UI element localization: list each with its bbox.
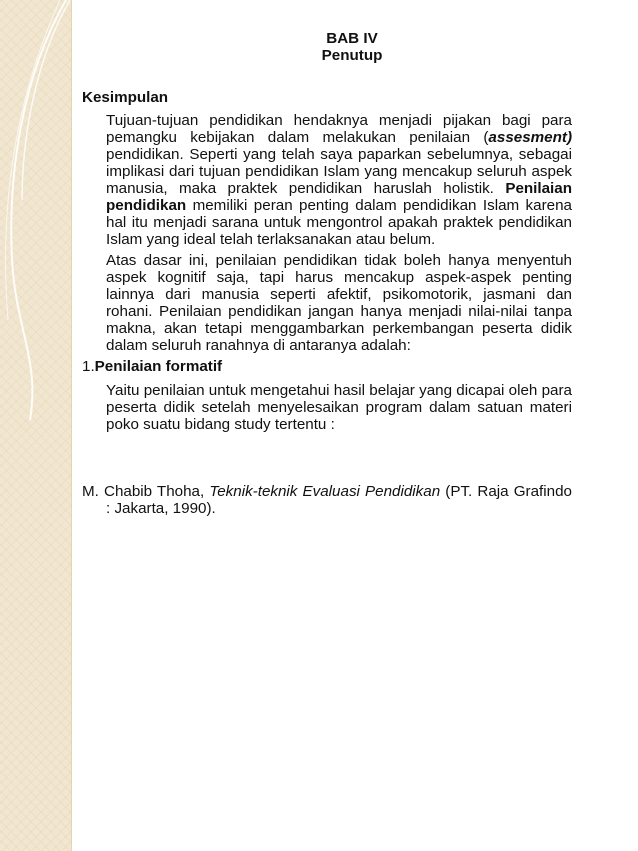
decorative-sidebar	[0, 0, 72, 851]
paragraph-1	[106, 112, 572, 248]
footnote-publisher: (PT. Raja Grafindo : Jakarta, 1990).	[106, 483, 572, 517]
section-heading: Kesimpulan	[82, 89, 169, 106]
paragraph-1-bold: Penilaian pendidikan	[106, 180, 572, 214]
footnote-book-title: Teknik-teknik Evaluasi Pendidikan	[209, 483, 441, 500]
list-item-heading	[82, 358, 572, 375]
list-item-number: 1.	[82, 358, 95, 375]
paragraph-2: Atas dasar ini, penilaian pendidikan tidak boleh hanya menyentuh aspek kognitif saja, tapi harus mencakup aspek-aspek penting lainnya dari manusia seperti afektif, psikomotorik, jasmani dan rohani. Penilaian pendidikan jangan hanya menjadi nilai-nilai tanpa makna, akan tetapi menggambarkan perkembangan peserta didik dalam seluruh ranahnya di antaranya adalah:	[106, 252, 572, 354]
paragraph-1-text-b: pendidikan. Seperti yang telah saya paparkan sebelumnya, sebagai implikasi dari tujuan pendidikan Islam yang mencakup seluruh aspek manusia, maka praktek pendidikan haruslah holistik.	[106, 146, 572, 197]
paragraph-1-text-c: memiliki peran penting dalam pendidikan Islam karena hal itu menjadi sarana untuk mengontrol apakah praktek pendidikan Islam yang ideal telah terlaksanakan atau belum.	[106, 197, 572, 248]
footnote-author: M. Chabib Thoha,	[82, 483, 210, 500]
page-title	[82, 30, 552, 64]
footnote-reference	[82, 483, 572, 517]
sidebar-curve-decoration	[0, 0, 72, 851]
paragraph-1-text-a: Tujuan-tujuan pendidikan hendaknya menjadi pijakan bagi para pemangku kebijakan dalam melakukan penilaian (	[106, 112, 572, 146]
paragraph-1-term: assesment)	[488, 129, 572, 146]
title-subtitle: Penutup	[321, 47, 383, 64]
list-item-title: Penilaian formatif	[94, 358, 223, 375]
document-body	[82, 30, 572, 517]
sidebar-border	[71, 0, 72, 851]
list-item-paragraph: Yaitu penilaian untuk mengetahui hasil belajar yang dicapai oleh para peserta didik setelah menyelesaikan program dalam satuan materi poko suatu bidang study tertentu :	[106, 382, 572, 433]
title-chapter: BAB IV	[326, 30, 378, 47]
